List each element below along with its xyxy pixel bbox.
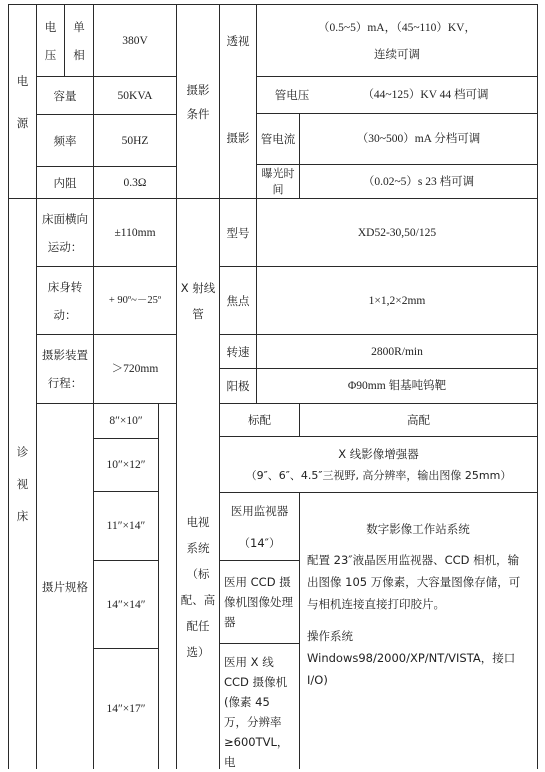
lateral-motion-label: 床面横向 运动： [42, 211, 88, 254]
ccd-camera-label: 医用 X 线 CCD 摄像机(像素 45 万，分辨率≥600TVL，电 [224, 655, 289, 769]
exposure-time-label: 曝光时间 [261, 166, 295, 196]
film-size: 14″×14″ [106, 598, 146, 611]
workstation-block [300, 493, 537, 769]
phase-label: 单 相 [73, 19, 85, 62]
tube-current-label: 管电流 [260, 131, 296, 146]
standard-config-header: 标配 [248, 413, 271, 427]
frequency-label: 频率 [53, 133, 77, 148]
rule [158, 403, 159, 769]
workstation-title: 数字影像工作站系统 [366, 522, 470, 536]
film-size-label: 摄片规格 [42, 579, 88, 594]
image-intensifier: X 线影像增强器 （9″、6″、4.5″三视野, 高分辨率，输出图像 25mm） [245, 446, 512, 482]
rotation-label: 床身转 动： [47, 279, 83, 322]
ccd-processor-label: 医用 CCD 摄像机图像处理器 [224, 575, 293, 629]
focus-label: 焦点 [226, 293, 250, 308]
model-value: XD52-30,50/125 [357, 226, 437, 239]
tube-voltage-value: （44~125）KV 44 档可调 [362, 89, 489, 101]
film-size: 8″×10″ [109, 415, 143, 427]
capacity-label: 容量 [53, 88, 77, 103]
resistance-label: 内阻 [53, 175, 77, 190]
label-char: 电 [16, 73, 29, 88]
tv-system-label: 电视 系统 （标 配、高 配任 选） [180, 514, 216, 659]
anode-value: Φ90mm 钼基吨钨靶 [347, 380, 447, 392]
fluoro-label: 透视 [226, 33, 250, 48]
exposure-time-value: （0.02~5）s 23 档可调 [362, 175, 475, 188]
focus-value: 1×1,2×2mm [368, 294, 426, 307]
rule-right [537, 4, 538, 769]
film-size: 10″×12″ [106, 459, 146, 471]
tube-voltage-label: 管电压 [274, 88, 310, 102]
xray-tube-label: X 射线 管 [180, 281, 216, 321]
voltage-value: 380V [122, 34, 148, 47]
film-size: 14″×17″ [106, 703, 146, 715]
exposure-section-label: 摄影 条件 [186, 82, 210, 121]
premium-config-header: 高配 [407, 413, 430, 427]
speed-label: 转速 [226, 344, 250, 359]
speed-value: 2800R/min [371, 345, 423, 358]
frequency-value: 50HZ [121, 134, 149, 147]
resistance-value: 0.3Ω [123, 176, 147, 189]
model-label: 型号 [226, 225, 250, 240]
travel-label: 摄影装置 行程： [42, 348, 88, 390]
tube-current-value: （30~500）mA 分档可调 [356, 133, 481, 145]
bed-section-label: 诊 视 床 [16, 445, 29, 523]
anode-label: 阳极 [226, 379, 250, 393]
film-size: 11″×14″ [106, 520, 146, 532]
radio-label: 摄影 [226, 130, 250, 145]
power-section-label [9, 5, 36, 198]
capacity-value: 50KVA [117, 89, 153, 102]
rotation-value: + 90º~－25º [108, 294, 162, 306]
voltage-label: 电 压 [44, 19, 57, 62]
monitor-label: 医用监视器 （14″） [230, 503, 289, 550]
label-char: 源 [16, 115, 29, 130]
workstation-detail: 配置 23″液晶医用监视器、CCD 相机，输出图像 105 万像素，大容量图像存储，可与相机连接直接打印胶片。 [307, 553, 521, 611]
lateral-motion-value: ±110mm [114, 226, 156, 239]
fluoro-value: （0.5~5）mA，（45~110）KV， 连续可调 [317, 21, 476, 61]
travel-value: ＞720mm [111, 363, 159, 375]
os-info: 操作系统 Windows98/2000/XP/NT/VISTA，接口 I/O) [307, 629, 516, 687]
